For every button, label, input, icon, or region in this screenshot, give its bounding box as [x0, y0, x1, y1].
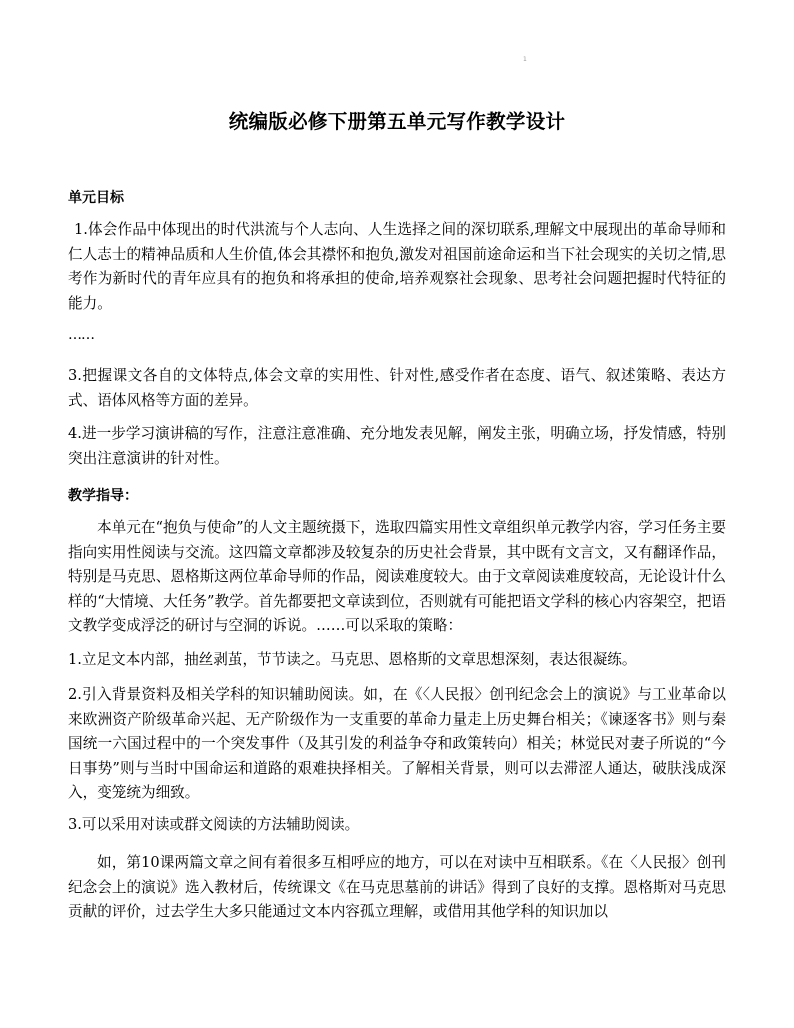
goal-4-paragraph: 4.进一步学习演讲稿的写作，注意注意准确、充分地发表见解，阐发主张，明确立场，抒发情感，特别突出注意演讲的针对性。 [68, 425, 726, 467]
guide-intro-paragraph: 本单元在“抱负与使命”的人文主题统摄下，选取四篇实用性文章组织单元教学内容，学习任务主要指向实用性阅读与交流。这四篇文章都涉及较复杂的历史社会背景，其中既有文言文，又有翻译作品，特别是马克思、恩格斯这两位革命导师的作品，阅读难度较大。由于文章阅读难度较高，无论设计什么样的“大情境、大任务”教学。首先都要把文章读到位，否则就有可能把语文学科的核心内容架空，把语文教学变成浮泛的研讨与空洞的诉说。……可以采取的策略： [68, 519, 726, 634]
strategy-3-paragraph: 3.可以采用对读或群文阅读的方法辅助阅读。 [68, 816, 360, 833]
ellipsis: …… [68, 327, 94, 343]
strategy-3-example-paragraph: 如，第10课两篇文章之间有着很多互相呼应的地方，可以在对读中互相联系。《在〈人民报〉创刊纪念会上的演说》选入教材后，传统课文《在马克思墓前的讲话》得到了良好的支撑。恩格斯对马克思贡献的评价，过去学生大多只能通过文本内容孤立理解，或借用其他学科的知识加以 [68, 854, 726, 920]
goal-1-paragraph: 1.体会作品中体现出的时代洪流与个人志向、人生选择之间的深切联系,理解文中展现出的革命导师和仁人志士的精神品质和人生价值,体会其襟怀和抱负,激发对祖国前途命运和当下社会现实的关切之情,思考作为新时代的青年应具有的抱负和将承担的使命,培养观察社会现象、思考社会问题把握时代特征的能力。 [68, 221, 726, 312]
header-mark: 1 [523, 56, 527, 63]
strategy-2-paragraph: 2.引入背景资料及相关学科的知识辅助阅读。如，在《〈人民报〉创刊纪念会上的演说》与工业革命以来欧洲资产阶级革命兴起、无产阶级作为一支重要的革命力量走上历史舞台相关；《谏逐客书》则与秦国统一六国过程中的一个突发事件（及其引发的利益争夺和政策转向）相关；林觉民对妻子所说的“今日事势”则与当时中国命运和道路的艰难抉择相关。了解相关背景，则可以去滞涩人通达，破肤浅成深入，变笼统为细致。 [68, 686, 726, 801]
guide-heading: 教学指导： [68, 488, 138, 504]
goals-heading: 单元目标 [68, 190, 124, 206]
goal-3-paragraph: 3.把握课文各自的文体特点,体会文章的实用性、针对性,感受作者在态度、语气、叙述策略、表达方式、语体风格等方面的差异。 [68, 367, 726, 409]
strategy-1-paragraph: 1.立足文本内部，抽丝剥茧，节节读之。马克思、恩格斯的文章思想深刻，表达很凝练。 [68, 651, 637, 668]
page-title: 统编版必修下册第五单元写作教学设计 [228, 110, 566, 133]
